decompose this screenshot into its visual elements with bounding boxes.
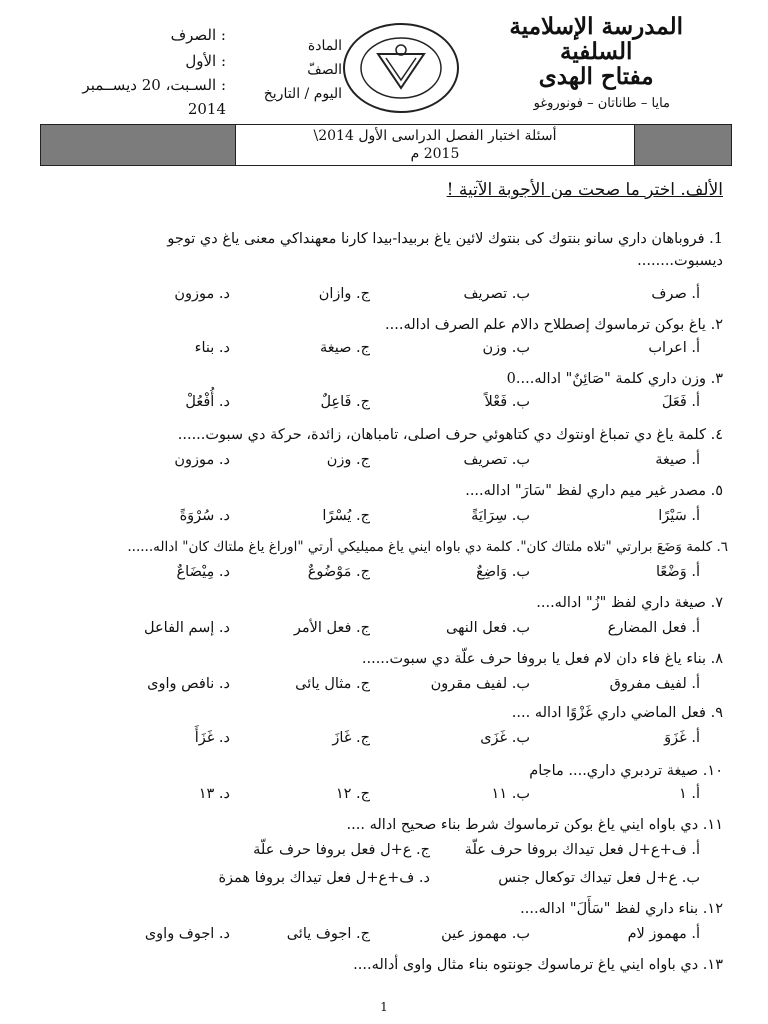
option: د. بناء bbox=[194, 340, 230, 356]
subject-label: المادة bbox=[307, 38, 342, 54]
school-name-line: مفتاح الهدى bbox=[538, 63, 654, 90]
exam-title bbox=[235, 125, 635, 165]
option: ب. ١١ bbox=[491, 786, 530, 802]
option: أ. غَزَوَ bbox=[664, 730, 700, 746]
option: ج. غَازَ bbox=[332, 730, 370, 746]
banner-shade-right bbox=[635, 125, 731, 165]
options-11-row2 bbox=[110, 870, 700, 892]
option: ج. فعل الأمر bbox=[293, 620, 370, 636]
option: ج. مثال يائى bbox=[295, 676, 370, 692]
option: ب. ع+ل فعل تيداك توكعال جنس bbox=[498, 870, 700, 886]
option: أ. صيغة bbox=[655, 452, 700, 468]
question-7: ٧. صيغة داري لفظ "زُ" اداله.... bbox=[536, 595, 723, 611]
page-number: 1 bbox=[380, 1000, 388, 1014]
options-8 bbox=[110, 676, 700, 698]
school-name-line: السلفية bbox=[559, 38, 633, 65]
option: ب. تصريف bbox=[463, 452, 530, 468]
question-12: ١٢. بناء داري لفظ "سَأَلَ" اداله.... bbox=[520, 901, 723, 917]
options-4 bbox=[110, 452, 700, 474]
option: ج. فَاعِلٌ bbox=[320, 394, 370, 410]
option: ب. لفيف مقرون bbox=[430, 676, 530, 692]
school-crest-icon bbox=[342, 22, 460, 114]
option: ج. يُسْرًا bbox=[322, 508, 370, 524]
school-address: مايا – طاناتان – فونوروغو bbox=[533, 96, 670, 111]
class-value: : الأول bbox=[185, 52, 226, 70]
option: د. سُرْوَةً bbox=[179, 508, 230, 524]
option: ب. سِرَايَةً bbox=[471, 508, 530, 524]
year-value: 2014 bbox=[187, 100, 226, 118]
option: د. ف+ع+ل فعل تيداك بروفا همزة bbox=[218, 870, 430, 886]
option: أ. لفيف مفروق bbox=[609, 676, 700, 692]
option: د. إسم الفاعل bbox=[144, 620, 230, 636]
question-8: ٨. بناء ياغ فاء دان لام فعل يا بروفا حرف علّة دي سبوت...... bbox=[361, 651, 723, 667]
option: د. ١٣ bbox=[198, 786, 230, 802]
option: ب. مهموز عين bbox=[441, 926, 530, 942]
option: ج. وزن bbox=[326, 452, 370, 468]
question-11: ١١. دي باواه ايني ياغ بوكن ترماسوك شرط بناء صحيح اداله .... bbox=[346, 817, 723, 833]
question-4: ٤. كلمة ياغ دي تمباغ اونتوك دي كتاهوئي حرف اصلى، تامباهان، زائدة، حركة دي سبوت...... bbox=[177, 427, 723, 443]
date-value: : السـبت، 20 ديســمبر bbox=[82, 76, 226, 94]
question-1: 1. فروباهان داري سانو بنتوك كى بنتوك لائين ياغ بربيدا-بيدا كارنا معهنداكي معنى ياغ دي توجو ديسبوت........ bbox=[167, 231, 723, 269]
option: د. غَزَأَ bbox=[194, 730, 230, 746]
option: ج. وازان bbox=[318, 286, 370, 302]
question-13: ١٣. دي باواه ايني ياغ ترماسوك جونتوه بناء مثال واوى أداله.... bbox=[353, 957, 723, 973]
option: ب. تصريف bbox=[463, 286, 530, 302]
option: أ. صرف bbox=[651, 286, 700, 302]
question-2: ٢. ياغ بوكن ترماسوك إصطلاح دالام علم الصرف اداله.... bbox=[385, 317, 723, 333]
option: ج. اجوف يائى bbox=[286, 926, 370, 942]
school-name bbox=[509, 14, 683, 89]
banner-shade-left bbox=[41, 125, 235, 165]
question-9: ٩. فعل الماضي داري غَزْوًا اداله .... bbox=[511, 705, 723, 721]
option: أ. مهموز لام bbox=[627, 926, 700, 942]
option: ب. وَاضِعٌ bbox=[476, 564, 530, 580]
option: د. مِيْضَاعٌ bbox=[176, 564, 230, 580]
option: ج. مَوْضُوعٌ bbox=[307, 564, 370, 580]
option: ب. فعل النهى bbox=[446, 620, 530, 636]
option: أ. اعراب bbox=[648, 340, 700, 356]
exam-title-line2: 2015 م bbox=[410, 146, 460, 162]
option: أ. فعل المضارع bbox=[607, 620, 700, 636]
option: ج. ١٢ bbox=[335, 786, 370, 802]
section-title: الألف. اختر ما صحت من الأجوبة الآتية ! bbox=[446, 180, 723, 200]
option: أ. فَعَلَ bbox=[661, 394, 700, 410]
class-label: الصفّ bbox=[307, 62, 342, 78]
options-7 bbox=[110, 620, 700, 642]
option: أ. ١ bbox=[678, 786, 700, 802]
subject-value: : الصرف bbox=[170, 26, 226, 44]
option: ج. صيغة bbox=[319, 340, 370, 356]
option: ج. ع+ل فعل بروفا حرف علّة bbox=[253, 842, 430, 858]
options-3 bbox=[110, 394, 700, 416]
school-name-line: المدرسة الإسلامية bbox=[509, 13, 683, 40]
question-3: ٣. وزن داري كلمة "صَائِنٌ" اداله....0 bbox=[506, 371, 723, 387]
option: د. اجوف واوى bbox=[144, 926, 230, 942]
options-12 bbox=[110, 926, 700, 948]
options-2 bbox=[110, 340, 700, 362]
exam-title-line1: أسئلة اختبار الفصل الدراسى الأول 2014\ bbox=[313, 128, 557, 144]
option: ب. فَعْلاً bbox=[484, 394, 530, 410]
option: أ. ف+ع+ل فعل تيداك بروفا حرف علّة bbox=[464, 842, 700, 858]
option: أ. سَيْرًا bbox=[658, 508, 700, 524]
option: د. أُفْعُلْ bbox=[185, 394, 230, 410]
option: د. موزون bbox=[174, 452, 230, 468]
options-5 bbox=[110, 508, 700, 530]
option: د. نافص واوى bbox=[147, 676, 230, 692]
question-5: ٥. مصدر غير ميم داري لفظ "سَارَ" اداله.... bbox=[465, 483, 723, 499]
options-10 bbox=[110, 786, 700, 808]
options-1 bbox=[110, 286, 700, 308]
option: د. موزون bbox=[174, 286, 230, 302]
question-6: ٦. كلمة وَضَعَ برارتي "تلاه ملتاك كان". كلمة دي باواه ايني ياغ مميليكي أرتي "اوراغ ياغ ملتاك كان" اداله...... bbox=[127, 539, 728, 555]
options-6 bbox=[110, 564, 700, 586]
option: ب. وزن bbox=[482, 340, 530, 356]
option: أ. وَضْعًا bbox=[656, 564, 700, 580]
options-9 bbox=[110, 730, 700, 752]
options-11-row1 bbox=[110, 842, 700, 864]
date-label: اليوم / التاريخ bbox=[263, 86, 342, 102]
question-10: ١٠. صيغة تردبري داري.... ماجام bbox=[529, 763, 723, 779]
option: ب. غَزَى bbox=[480, 730, 530, 746]
exam-title-banner bbox=[40, 124, 732, 166]
